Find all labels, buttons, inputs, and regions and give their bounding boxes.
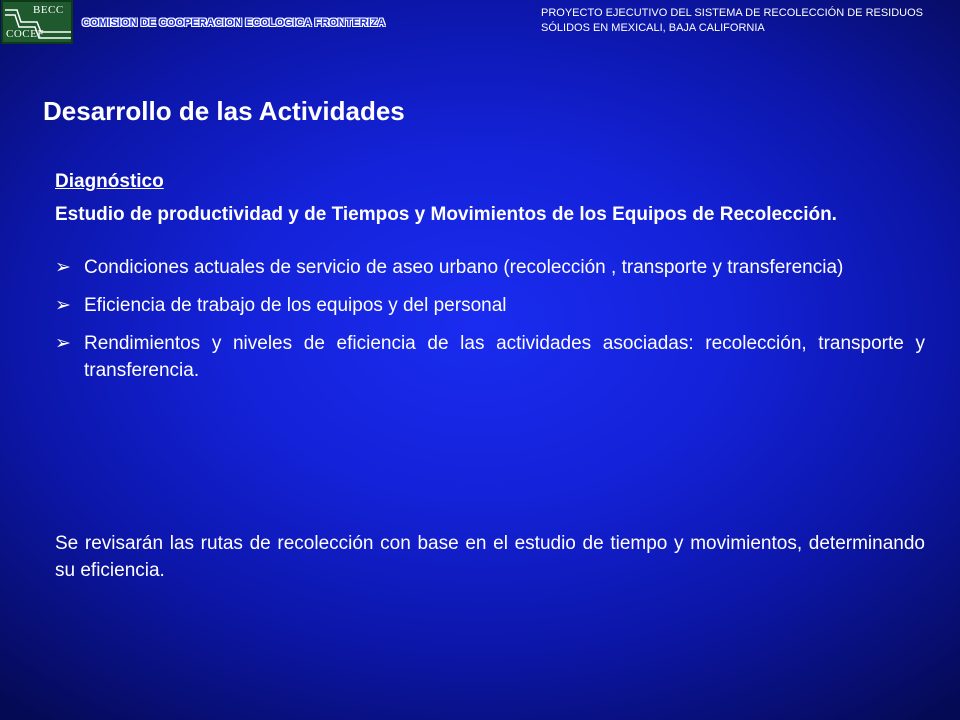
logo-becc-text: BECC [33, 4, 64, 16]
list-item [55, 330, 925, 384]
arrow-bullet-icon: ➢ [55, 295, 71, 316]
list-item-text: Eficiencia de trabajo de los equipos y del personal [84, 295, 507, 316]
logo-cocef-text: COCEF [6, 28, 44, 40]
becc-cocef-logo [1, 0, 73, 44]
list-item [55, 292, 925, 319]
organization-name: COMISION DE COOPERACION ECOLOGICA FRONTERIZA [82, 17, 386, 29]
list-item-text: Condiciones actuales de servicio de aseo urbano (recolección , transporte y transferencia) [84, 257, 844, 278]
study-title: Estudio de productividad y de Tiempos y Movimientos de los Equipos de Recolección. [55, 204, 837, 225]
summary-paragraph: Se revisarán las rutas de recolección con base en el estudio de tiempo y movimientos, determinando su eficiencia. [55, 533, 925, 581]
list-item [55, 254, 925, 281]
page-title: Desarrollo de las Actividades [43, 96, 405, 126]
list-item-text: Rendimientos y niveles de eficiencia de las actividades asociadas: recolección, transporte y transferencia. [84, 333, 925, 381]
section-subtitle: Diagnóstico [55, 171, 164, 192]
slide-content [55, 168, 925, 395]
arrow-bullet-icon: ➢ [55, 257, 71, 278]
project-title: PROYECTO EJECUTIVO DEL SISTEMA DE RECOLECCIÓN DE RESIDUOS SÓLIDOS EN MEXICALI, BAJA CALIFORNIA [541, 7, 924, 34]
arrow-bullet-icon: ➢ [55, 333, 71, 354]
bullet-list [55, 254, 925, 384]
